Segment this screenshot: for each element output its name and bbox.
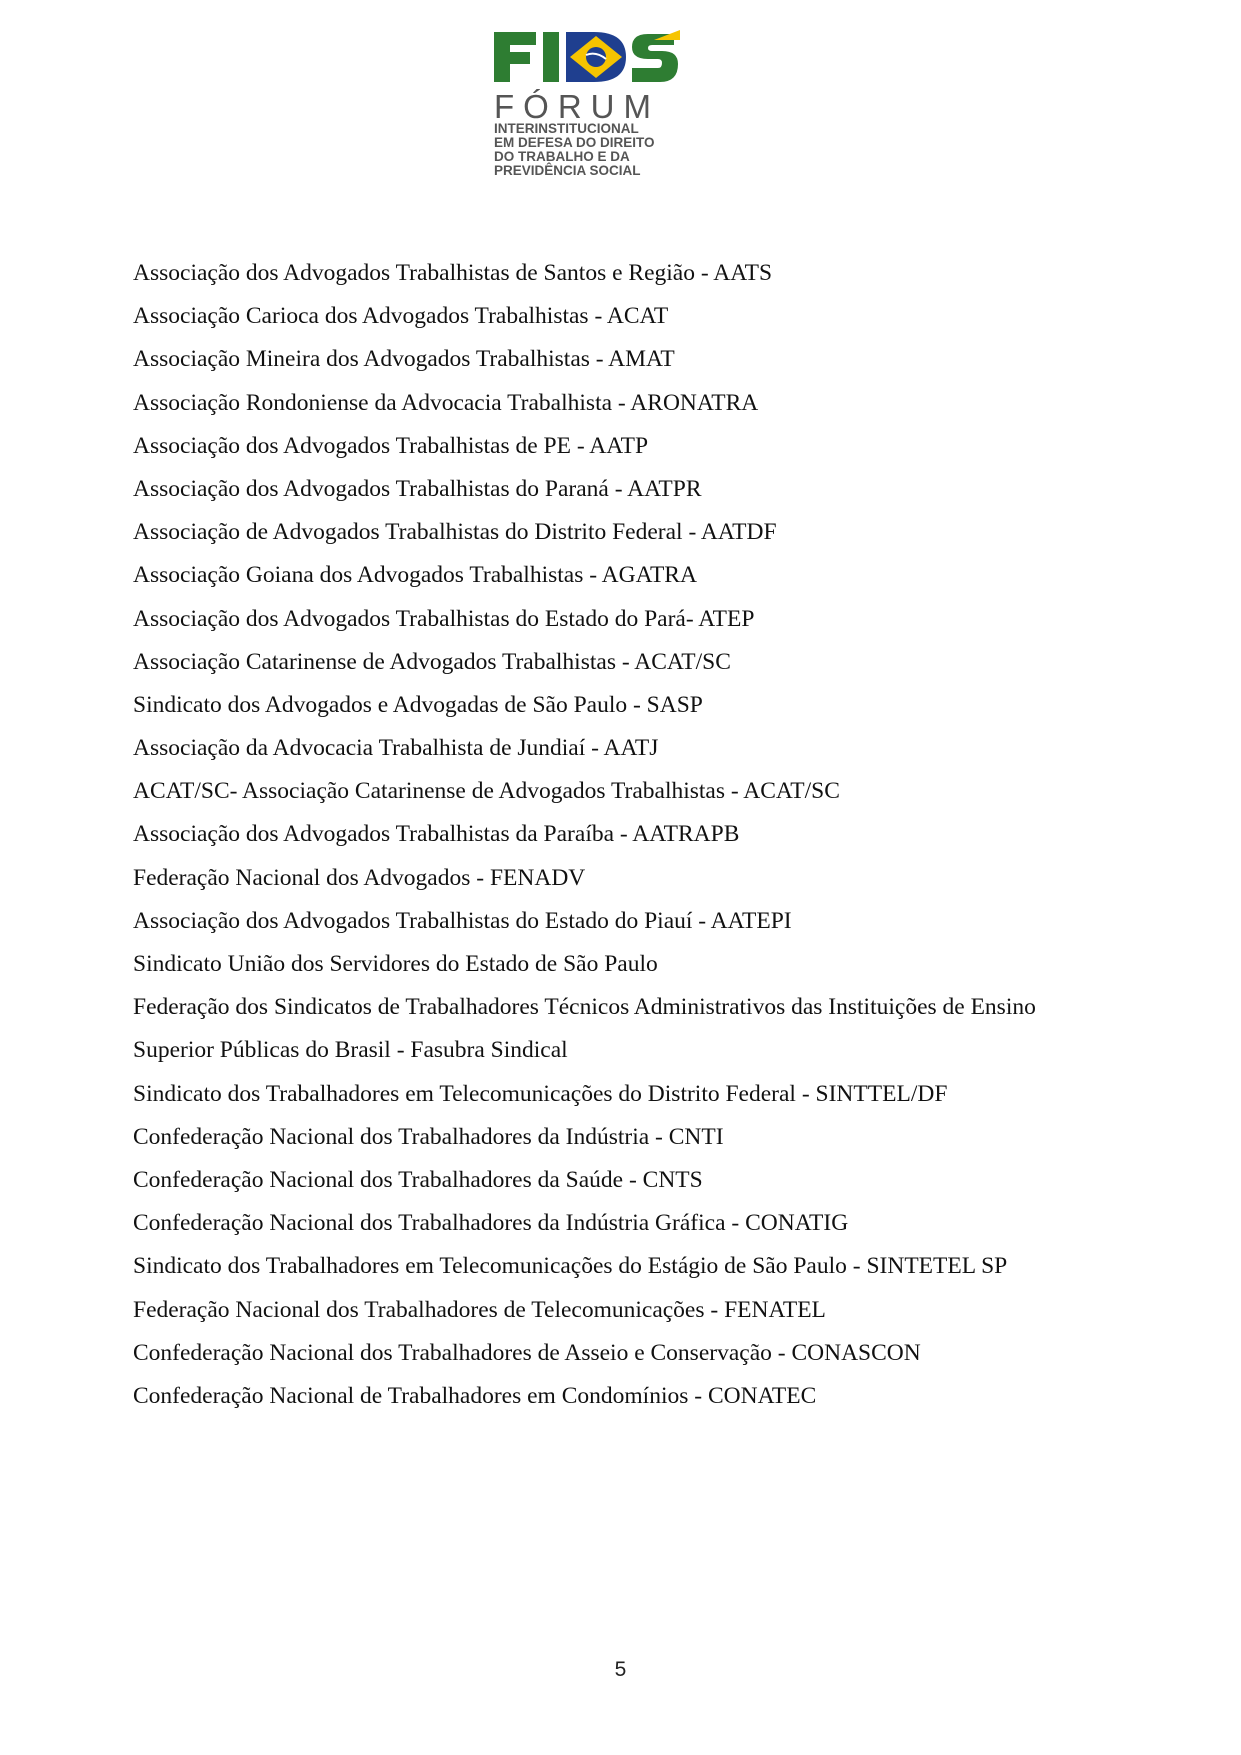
entity-line: Associação dos Advogados Trabalhistas de Santos e Região - AATS (133, 260, 773, 286)
entity-line: Associação dos Advogados Trabalhistas de PE - AATP (133, 432, 649, 459)
entity-line: Sindicato União dos Servidores do Estado de São Paulo (133, 951, 658, 977)
entity-line: Associação Rondoniense da Advocacia Trabalhista - ARONATRA (133, 389, 759, 416)
entity-line: Associação dos Advogados Trabalhistas do Paraná - AATPR (133, 475, 702, 502)
entity-line: Confederação Nacional dos Trabalhadores da Saúde - CNTS (133, 1166, 703, 1193)
logo-letter-i (543, 32, 559, 82)
logo-subtitle-line-4: PREVIDÊNCIA SOCIAL (494, 163, 641, 178)
logo-letter-s (632, 30, 680, 82)
entity-line: Sindicato dos Trabalhadores em Telecomunicações do Estágio de São Paulo - SINTETEL SP (133, 1253, 1008, 1280)
entity-line: Associação Goiana dos Advogados Trabalhistas - AGATRA (133, 562, 697, 589)
logo-forum-word: FÓRUM (494, 88, 660, 125)
entity-line: Associação Catarinense de Advogados Trabalhistas - ACAT/SC (133, 648, 731, 675)
entity-line: Superior Públicas do Brasil - Fasubra Sindical (133, 1037, 568, 1064)
entity-line: Associação dos Advogados Trabalhistas da Paraíba - AATRAPB (133, 821, 740, 848)
page-number: 5 (614, 1658, 627, 1681)
entity-line: Associação dos Advogados Trabalhistas do Estado do Pará- ATEP (133, 605, 755, 632)
logo-subtitle-line-1: INTERINSTITUCIONAL (494, 121, 639, 136)
entity-line: Sindicato dos Advogados e Advogadas de São Paulo - SASP (133, 691, 703, 718)
entity-line: Associação Mineira dos Advogados Trabalhistas - AMAT (133, 346, 675, 373)
logo-subtitle-line-2: EM DEFESA DO DIREITO (494, 135, 655, 150)
entity-line: Federação Nacional dos Advogados - FENADV (133, 864, 586, 891)
entity-line: Confederação Nacional dos Trabalhadores da Indústria - CNTI (133, 1123, 724, 1150)
entity-line: Sindicato dos Trabalhadores em Telecomunicações do Distrito Federal - SINTTEL/DF (133, 1080, 948, 1107)
entity-line: Confederação Nacional de Trabalhadores em Condomínios - CONATEC (133, 1382, 817, 1409)
entity-line: Federação dos Sindicatos de Trabalhadores Técnicos Administrativos das Instituições de Ensino (133, 994, 1036, 1021)
logo-letter-f (494, 32, 536, 82)
entity-list (133, 252, 1123, 1418)
entity-line: Associação de Advogados Trabalhistas do Distrito Federal - AATDF (133, 519, 777, 546)
entity-line: ACAT/SC- Associação Catarinense de Advogados Trabalhistas - ACAT/SC (133, 778, 840, 805)
entity-line: Associação da Advocacia Trabalhista de Jundiaí - AATJ (133, 735, 659, 762)
entity-line: Federação Nacional dos Trabalhadores de Telecomunicações - FENATEL (133, 1296, 826, 1323)
logo-subtitle-line-3: DO TRABALHO E DA (494, 149, 630, 164)
fids-forum-logo (494, 30, 744, 188)
entity-line: Confederação Nacional dos Trabalhadores de Asseio e Conservação - CONASCON (133, 1339, 921, 1366)
logo-letter-d-flag (566, 32, 626, 82)
entity-line: Associação Carioca dos Advogados Trabalhistas - ACAT (133, 303, 669, 330)
entity-line: Associação dos Advogados Trabalhistas do Estado do Piauí - AATEPI (133, 907, 792, 934)
entity-line: Confederação Nacional dos Trabalhadores da Indústria Gráfica - CONATIG (133, 1210, 849, 1237)
